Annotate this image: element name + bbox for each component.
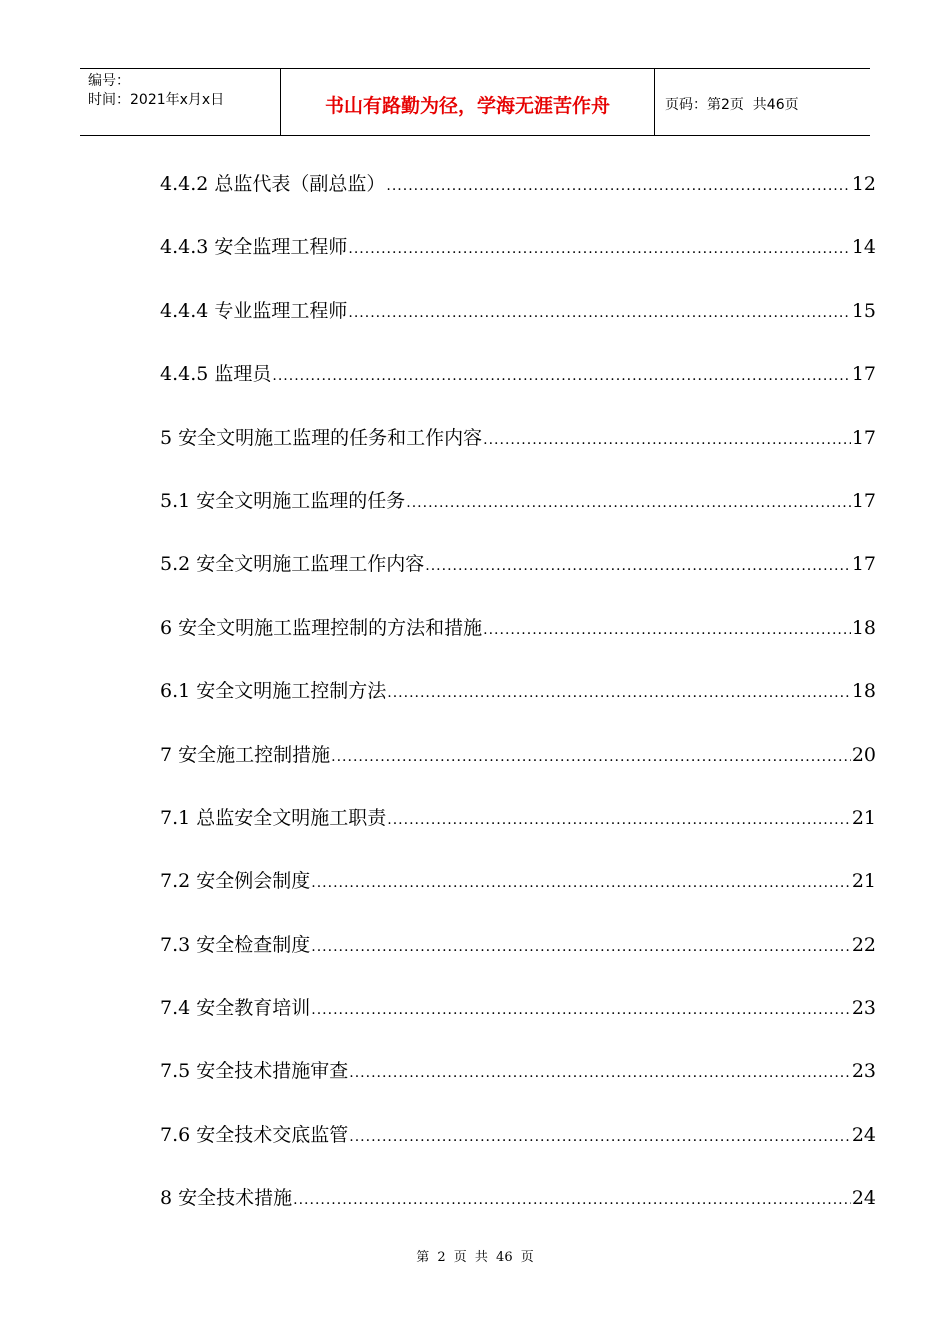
toc-entry-title: 6.1 安全文明施工控制方法: [160, 680, 387, 703]
toc-entry-page-number: 23: [851, 997, 876, 1020]
toc-entry-page-number: 17: [851, 553, 876, 576]
toc-entry[interactable]: [160, 929, 876, 992]
toc-entry-page-number: 12: [851, 173, 876, 195]
toc-entry[interactable]: [160, 992, 876, 1055]
toc-entry-title: 6 安全文明施工监理控制的方法和措施: [160, 616, 483, 639]
toc-entry[interactable]: [160, 548, 876, 611]
toc-dot-leader: [425, 550, 851, 582]
toc-entry-page-number: 18: [851, 616, 876, 639]
toc-entry-page-number: 17: [851, 363, 876, 386]
toc-entry-title: 5.2 安全文明施工监理工作内容: [160, 553, 425, 576]
header-page-info: [655, 69, 870, 135]
toc-entry[interactable]: [160, 1182, 876, 1245]
toc-entry[interactable]: [160, 802, 876, 865]
document-date: 时间：2021年x月x日: [88, 92, 225, 108]
toc-entry-page-number: 18: [851, 680, 876, 703]
page-header: [80, 68, 870, 136]
toc-dot-leader: [348, 233, 850, 265]
toc-entry[interactable]: [160, 485, 876, 548]
toc-entry-page-number: 23: [851, 1060, 876, 1083]
toc-entry-title: 5 安全文明施工监理的任务和工作内容: [160, 426, 483, 449]
toc-dot-leader: [483, 424, 851, 456]
toc-dot-leader: [483, 614, 851, 646]
toc-entry-title: 8 安全技术措施: [160, 1187, 293, 1210]
header-meta: [80, 69, 281, 135]
toc-entry-page-number: 21: [851, 870, 876, 893]
toc-entry-title: 7.1 总监安全文明施工职责: [160, 806, 387, 829]
toc-entry-title: 7.6 安全技术交底监管: [160, 1123, 349, 1146]
toc-entry-title: 7 安全施工控制措施: [160, 743, 331, 766]
toc-entry-title: 7.2 安全例会制度: [160, 870, 311, 893]
toc-entry[interactable]: [160, 865, 876, 928]
toc-entry[interactable]: [160, 612, 876, 675]
toc-entry-page-number: 17: [851, 426, 876, 449]
toc-dot-leader: [387, 804, 851, 836]
page-info-text: 页码：第2页 共46页: [665, 97, 799, 113]
toc-entry-title: 4.4.4 专业监理工程师: [160, 299, 348, 322]
toc-entry-title: 4.4.5 监理员: [160, 363, 272, 386]
toc-entry-page-number: 24: [851, 1187, 876, 1210]
toc-entry-page-number: 14: [851, 236, 876, 259]
toc-entry[interactable]: [160, 422, 876, 485]
toc-dot-leader: [348, 297, 850, 329]
toc-entry-title: 4.4.3 安全监理工程师: [160, 236, 348, 259]
toc-entry-title: 7.3 安全检查制度: [160, 933, 311, 956]
toc-dot-leader: [272, 360, 850, 392]
toc-entry[interactable]: [160, 1055, 876, 1118]
toc-entry-page-number: 20: [851, 743, 876, 766]
toc-entry-title: 4.4.2 总监代表（副总监）: [160, 173, 386, 195]
toc-entry-title: 7.5 安全技术措施审查: [160, 1060, 349, 1083]
toc-dot-leader: [406, 487, 851, 519]
toc-dot-leader: [386, 170, 850, 202]
toc-entry-title: 5.1 安全文明施工监理的任务: [160, 489, 406, 512]
toc-dot-leader: [311, 931, 851, 963]
page-footer: 第 2 页 共 46 页: [416, 1250, 534, 1265]
toc-entry-title: 7.4 安全教育培训: [160, 997, 311, 1020]
toc-dot-leader: [387, 677, 851, 709]
toc-entry-page-number: 22: [851, 933, 876, 956]
toc-entry-page-number: 21: [851, 806, 876, 829]
toc-entry-page-number: 17: [851, 489, 876, 512]
toc-dot-leader: [349, 1057, 851, 1089]
toc-dot-leader: [349, 1121, 851, 1153]
toc-entry-page-number: 24: [851, 1123, 876, 1146]
toc-dot-leader: [331, 741, 851, 773]
table-of-contents: [160, 168, 876, 1246]
toc-entry[interactable]: [160, 739, 876, 802]
toc-entry[interactable]: [160, 231, 876, 294]
document-number-label: 编号：: [88, 73, 130, 89]
toc-entry[interactable]: [160, 1119, 876, 1182]
toc-dot-leader: [293, 1184, 851, 1216]
toc-dot-leader: [311, 994, 851, 1026]
toc-dot-leader: [311, 867, 851, 899]
toc-entry-page-number: 15: [851, 299, 876, 322]
toc-entry[interactable]: [160, 675, 876, 738]
toc-entry[interactable]: [160, 358, 876, 421]
toc-entry[interactable]: [160, 168, 876, 231]
toc-entry[interactable]: [160, 295, 876, 358]
header-motto: 书山有路勤为径，学海无涯苦作舟: [281, 69, 655, 135]
